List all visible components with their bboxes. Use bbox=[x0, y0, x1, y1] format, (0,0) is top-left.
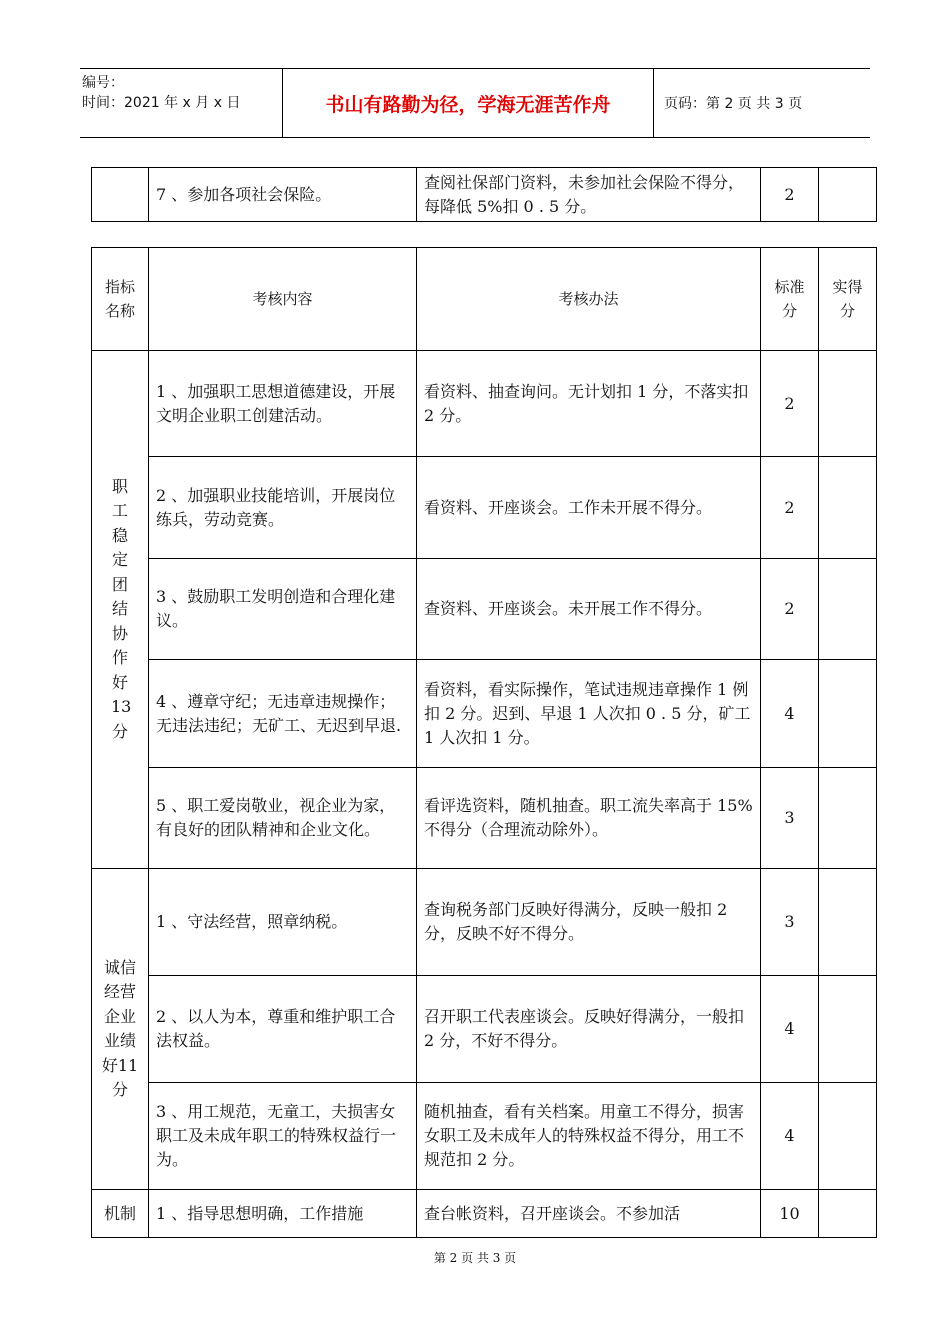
content-cell: 1 、守法经营，照章纳税。 bbox=[149, 869, 417, 976]
assessment-table bbox=[91, 247, 877, 1238]
method-cell: 随机抽查，看有关档案。用童工不得分，损害女职工及未成年人的特殊权益不得分，用工不规范扣 2 分。 bbox=[417, 1083, 761, 1190]
content-cell: 2 、加强职业技能培训，开展岗位练兵，劳动竞赛。 bbox=[149, 457, 417, 559]
header-method: 考核办法 bbox=[417, 248, 761, 351]
actual-score-cell bbox=[819, 351, 877, 457]
header-standard: 标准分 bbox=[761, 248, 819, 351]
content-cell: 1 、指导思想明确，工作措施 bbox=[149, 1190, 417, 1238]
indicator-name-cell: 诚信经营企业业绩好11分 bbox=[92, 869, 149, 1190]
standard-score-cell: 4 bbox=[761, 976, 819, 1083]
standard-score-cell: 3 bbox=[761, 768, 819, 869]
standard-score-cell: 2 bbox=[761, 168, 819, 222]
content-cell: 7 、参加各项社会保险。 bbox=[149, 168, 417, 222]
standard-score-cell: 2 bbox=[761, 457, 819, 559]
table-row bbox=[92, 660, 877, 768]
actual-score-cell bbox=[819, 869, 877, 976]
content-cell: 3 、鼓励职工发明创造和合理化建议。 bbox=[149, 559, 417, 660]
header-actual: 实得分 bbox=[819, 248, 877, 351]
table-row bbox=[92, 768, 877, 869]
header-indicator: 指标名称 bbox=[92, 248, 149, 351]
standard-score-cell: 10 bbox=[761, 1190, 819, 1238]
method-cell: 查阅社保部门资料，未参加社会保险不得分，每降低 5%扣 0 . 5 分。 bbox=[417, 168, 761, 222]
method-cell: 看资料、抽查询问。无计划扣 1 分，不落实扣 2 分。 bbox=[417, 351, 761, 457]
table-row bbox=[92, 457, 877, 559]
standard-score-cell: 3 bbox=[761, 869, 819, 976]
standard-score-cell: 4 bbox=[761, 1083, 819, 1190]
indicator-cell bbox=[92, 168, 149, 222]
method-cell: 看资料，看实际操作，笔试违规违章操作 1 例扣 2 分。迟到、早退 1 人次扣 0 . 5 分，矿工 1 人次扣 1 分。 bbox=[417, 660, 761, 768]
content-cell: 2 、以人为本，尊重和维护职工合法权益。 bbox=[149, 976, 417, 1083]
header-divider bbox=[653, 69, 654, 137]
header-content: 考核内容 bbox=[149, 248, 417, 351]
table-row bbox=[92, 168, 877, 222]
method-cell: 查询税务部门反映好得满分，反映一般扣 2 分，反映不好不得分。 bbox=[417, 869, 761, 976]
actual-score-cell bbox=[819, 660, 877, 768]
page-footer: 第 2 页 共 3 页 bbox=[433, 1251, 517, 1265]
content-cell: 4 、遵章守纪；无违章违规操作；无违法违纪；无矿工、无迟到早退. bbox=[149, 660, 417, 768]
standard-score-cell: 4 bbox=[761, 660, 819, 768]
actual-score-cell bbox=[819, 559, 877, 660]
content-cell: 1 、加强职工思想道德建设，开展文明企业职工创建活动。 bbox=[149, 351, 417, 457]
method-cell: 查资料、开座谈会。未开展工作不得分。 bbox=[417, 559, 761, 660]
table-row bbox=[92, 559, 877, 660]
actual-score-cell bbox=[819, 768, 877, 869]
actual-score-cell bbox=[819, 168, 877, 222]
table-row bbox=[92, 1083, 877, 1190]
page-header bbox=[80, 68, 870, 138]
method-cell: 查台帐资料，召开座谈会。不参加活 bbox=[417, 1190, 761, 1238]
indicator-name-cell: 职工稳定团结协作好13分 bbox=[92, 351, 149, 869]
content-cell: 3 、用工规范，无童工，夫损害女职工及未成年职工的特殊权益行一为。 bbox=[149, 1083, 417, 1190]
table-row bbox=[92, 869, 877, 976]
table-row bbox=[92, 1190, 877, 1238]
indicator-name-cell: 机制 bbox=[92, 1190, 149, 1238]
doc-number-label: 编号： bbox=[82, 75, 124, 91]
actual-score-cell bbox=[819, 457, 877, 559]
method-cell: 召开职工代表座谈会。反映好得满分，一般扣 2 分，不好不得分。 bbox=[417, 976, 761, 1083]
header-meta bbox=[82, 73, 282, 113]
content-cell: 5 、职工爱岗敬业，视企业为家，有良好的团队精神和企业文化。 bbox=[149, 768, 417, 869]
method-cell: 看资料、开座谈会。工作未开展不得分。 bbox=[417, 457, 761, 559]
table-row bbox=[92, 351, 877, 457]
table-header-row bbox=[92, 248, 877, 351]
method-cell: 看评选资料，随机抽查。职工流失率高于 15%不得分（合理流动除外）。 bbox=[417, 768, 761, 869]
actual-score-cell bbox=[819, 976, 877, 1083]
standard-score-cell: 2 bbox=[761, 351, 819, 457]
table-row bbox=[92, 976, 877, 1083]
standard-score-cell: 2 bbox=[761, 559, 819, 660]
actual-score-cell bbox=[819, 1083, 877, 1190]
continuation-table bbox=[91, 167, 877, 222]
doc-date-label: 时间：2021 年 x 月 x 日 bbox=[82, 95, 241, 111]
actual-score-cell bbox=[819, 1190, 877, 1238]
header-motto: 书山有路勤为径，学海无涯苦作舟 bbox=[325, 93, 611, 116]
header-page-label: 页码：第 2 页 共 3 页 bbox=[664, 96, 803, 112]
